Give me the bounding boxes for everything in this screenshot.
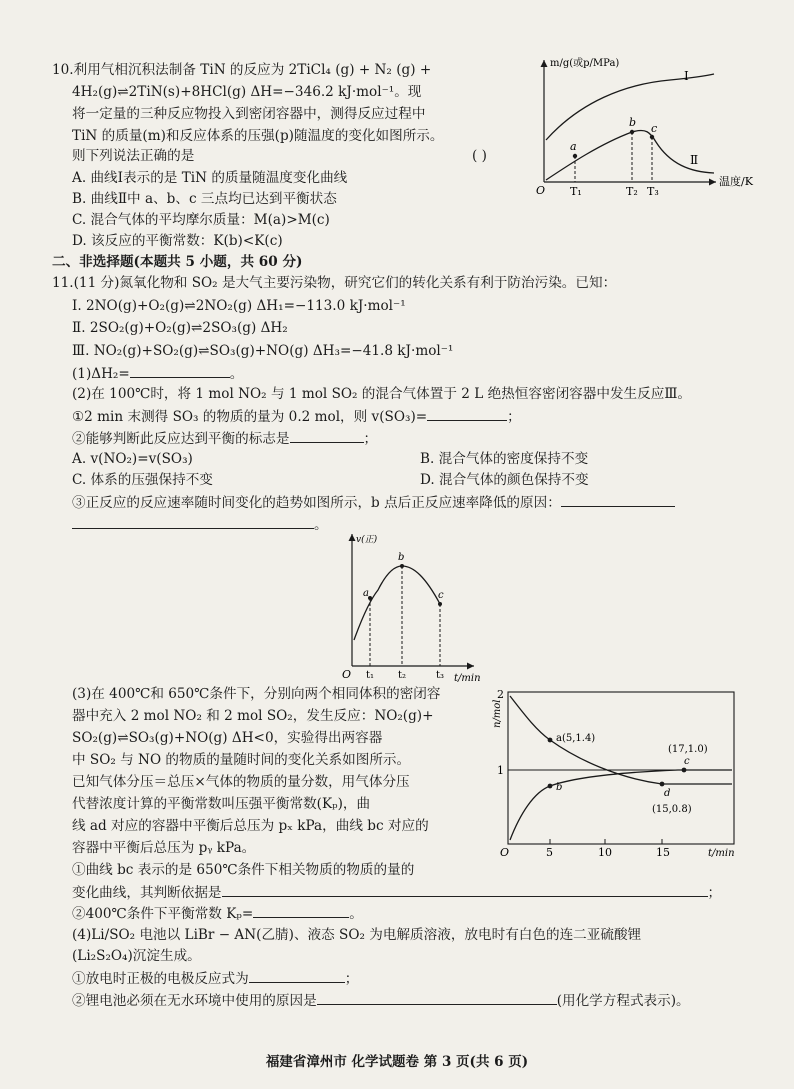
q11-rate-curve	[354, 566, 440, 640]
q11-amount-x5: 5	[546, 846, 553, 859]
q10-line4: TiN 的质量(m)和反应体系的压强(p)随温度的变化如图所示。	[72, 128, 444, 144]
q11-part3b-answer-blank[interactable]	[253, 903, 349, 918]
q11-part4a-text: ①放电时正极的电极反应式为	[72, 971, 249, 987]
q10-y-label: m/g(或p/MPa)	[550, 58, 620, 69]
q11-rate-point-c	[438, 602, 442, 606]
q11-rate-x-label: t/min	[454, 673, 481, 682]
q11-rate-label-b: b	[398, 552, 405, 563]
q11-part3b-text: ②400℃条件下平衡常数 Kₚ=	[72, 906, 254, 922]
q11-amount-label-d: d	[664, 788, 671, 799]
q11-part3-line6: 代替浓度计算的平衡常数叫压强平衡常数(Kₚ)，曲	[72, 796, 371, 812]
q11-amount-point-b	[548, 784, 553, 789]
q11-part4b-end: (用化学方程式表示)。	[556, 993, 690, 1009]
q11-part3b	[72, 903, 363, 924]
q10-option-b: B. 曲线Ⅱ中 a、b、c 三点均已达到平衡状态	[72, 191, 337, 207]
q11-part2c-end: 。	[314, 517, 328, 533]
q11-part2a-text: ①2 min 末测得 SO₃ 的物质的量为 0.2 mol，则 v(SO₃)=	[72, 409, 428, 425]
q11-part1-answer-blank[interactable]	[130, 363, 230, 378]
q11-part3a-line1: ①曲线 bc 表示的是 650℃条件下相关物质的物质的量的	[72, 862, 415, 878]
q10-line5: 则下列说法正确的是	[72, 148, 195, 164]
q11-amount-origin: O	[500, 846, 510, 859]
q11-part2b	[72, 428, 377, 449]
q11-part4a-end: ；	[344, 971, 359, 987]
q11-part3-line2: 器中充入 2 mol NO₂ 和 2 mol SO₂，发生反应：NO₂(g)+	[72, 708, 434, 724]
q11-amount-curve-bc	[510, 770, 732, 840]
q11-part3a-line2	[72, 882, 721, 903]
q11-part2b-option-d: D. 混合气体的颜色保持不变	[420, 472, 589, 488]
q11-amount-y2: 2	[497, 688, 504, 701]
q11-rate-tick-t3: t₃	[436, 670, 445, 681]
q10-label-b: b	[629, 116, 637, 129]
q10-tick-t3: T₃	[647, 185, 659, 198]
q11-part4b-answer-blank[interactable]	[317, 990, 557, 1005]
q11-amount-y-label: n/mol	[492, 699, 503, 728]
q11-part2c-answer-blank-1[interactable]	[561, 492, 675, 507]
q11-part2b-end: ；	[363, 431, 378, 447]
q11-part2b-text: ②能够判断此反应达到平衡的标志是	[72, 431, 290, 447]
q11-rate-label-c: c	[438, 590, 444, 601]
q11-part2c-text: ③正反应的反应速率随时间变化的趋势如图所示，b 点后正反应速率降低的原因：	[72, 495, 561, 511]
q11-part3a-text: 变化曲线，其判断依据是	[72, 885, 222, 901]
q11-part3-line1: (3)在 400℃和 650℃条件下，分别向两个相同体积的密闭容	[72, 686, 441, 702]
q11-part3-line3: SO₂(g)⇌SO₃(g)+NO(g) ΔH<0，实验得出两容器	[72, 730, 383, 746]
q10-line1: 10.利用气相沉积法制备 TiN 的反应为 2TiCl₄ (g) + N₂ (g) +	[52, 62, 432, 78]
q11-part2c-answer-blank-2[interactable]	[72, 514, 314, 529]
q11-part3-line8: 容器中平衡后总压为 pᵧ kPa。	[72, 840, 256, 856]
q11-amount-point-c	[682, 768, 687, 773]
q11-rate-tick-t1: t₁	[366, 670, 375, 681]
q11-amount-label-c: c	[684, 756, 690, 767]
q11-intro: 11.(11 分)氮氧化物和 SO₂ 是大气主要污染物，研究它们的转化关系有利于防治污染。已知：	[52, 275, 617, 291]
q10-point-b	[630, 130, 634, 134]
q10-label-a: a	[570, 140, 577, 153]
q11-amount-graph	[488, 684, 750, 860]
q10-point-c	[650, 135, 654, 139]
q11-part2b-option-b: B. 混合气体的密度保持不变	[420, 451, 589, 467]
q11-part2b-option-c: C. 体系的压强保持不变	[72, 472, 213, 488]
q11-rate-origin: O	[342, 668, 352, 681]
q10-point-a	[573, 154, 577, 158]
q11-part2a	[72, 406, 521, 427]
q11-part2a-answer-blank[interactable]	[427, 406, 507, 421]
q10-curve-2	[546, 130, 714, 180]
q10-label-c: c	[651, 122, 658, 135]
q11-part2b-answer-blank[interactable]	[290, 428, 364, 443]
q10-tick-t2: T₂	[626, 185, 638, 198]
q11-part4b	[72, 990, 690, 1011]
q10-option-a: A. 曲线Ⅰ表示的是 TiN 的质量随温度变化曲线	[72, 170, 348, 186]
q11-part2c-line2	[72, 514, 328, 535]
q11-part1-end: 。	[229, 366, 244, 382]
q10-curve-1	[546, 74, 714, 140]
q10-x-label: 温度/K	[719, 175, 753, 188]
q11-rate-point-b	[400, 564, 404, 568]
q11-amount-point-d	[660, 782, 665, 787]
q11-amount-x10: 10	[598, 846, 612, 859]
q11-amount-x-label: t/min	[708, 848, 735, 859]
q11-amount-y1: 1	[497, 764, 504, 777]
q10-option-c: C. 混合气体的平均摩尔质量：M(a)>M(c)	[72, 212, 330, 228]
q11-part2c	[72, 492, 675, 513]
q10-option-d: D. 该反应的平衡常数：K(b)<K(c)	[72, 233, 283, 249]
q11-reaction-2: Ⅱ. 2SO₂(g)+O₂(g)⇌2SO₃(g) ΔH₂	[72, 320, 288, 336]
q11-amount-x15: 15	[656, 846, 670, 859]
q11-part4b-text: ②锂电池必须在无水环境中使用的原因是	[72, 993, 317, 1009]
q11-part4a	[72, 968, 358, 989]
q11-amount-label-b: b	[556, 782, 563, 793]
q11-amount-point-a	[548, 738, 553, 743]
q11-reaction-1: Ⅰ. 2NO(g)+O₂(g)⇌2NO₂(g) ΔH₁=−113.0 kJ·mol⁻¹	[72, 298, 406, 314]
q11-part3-line4: 中 SO₂ 与 NO 的物质的量随时间的变化关系如图所示。	[72, 752, 411, 768]
q10-line3: 将一定量的三种反应物投入到密闭容器中，测得反应过程中	[72, 106, 426, 122]
q11-part3-line7: 线 ad 对应的容器中平衡后总压为 pₓ kPa，曲线 bc 对应的	[72, 818, 429, 834]
q11-part3b-end: 。	[349, 906, 363, 922]
page-footer: 福建省漳州市 化学试题卷 第 3 页(共 6 页)	[265, 1054, 529, 1070]
q11-part4-line1: (4)Li/SO₂ 电池以 LiBr − AN(乙腈)、液态 SO₂ 为电解质溶液，放电时有白色的连二亚硫酸锂	[72, 927, 642, 943]
q11-part2b-option-a: A. v(NO₂)=v(SO₃)	[72, 451, 193, 467]
q11-rate-graph	[330, 528, 500, 682]
q11-part2a-end: ；	[507, 409, 521, 425]
q10-line2: 4H₂(g)⇌2TiN(s)+8HCl(g) ΔH=−346.2 kJ·mol⁻¹。现	[72, 84, 422, 100]
section-2-heading: 二、非选择题(本题共 5 小题，共 60 分)	[52, 254, 303, 270]
q11-part4-line2: (Li₂S₂O₄)沉淀生成。	[72, 948, 201, 964]
q11-amount-curve-ad	[510, 696, 732, 784]
q10-tick-t1: T₁	[570, 185, 582, 198]
q11-part3-line5: 已知气体分压＝总压×气体的物质的量分数，用气体分压	[72, 774, 410, 790]
q11-rate-label-a: a	[363, 588, 369, 599]
q10-origin: O	[536, 184, 546, 197]
q11-part3a-end: ；	[707, 885, 722, 901]
q11-part4a-answer-blank[interactable]	[249, 968, 345, 983]
q11-part3a-answer-blank[interactable]	[222, 882, 708, 897]
q11-amount-frame	[508, 692, 734, 844]
q11-part1	[72, 363, 243, 384]
q10-curve-1-label: Ⅰ	[684, 69, 689, 83]
q11-part2: (2)在 100℃时，将 1 mol NO₂ 与 1 mol SO₂ 的混合气体置于 2 L 绝热恒容密闭容器中发生反应Ⅲ。	[72, 386, 692, 402]
q11-amount-label-a: a(5,1.4)	[556, 733, 596, 744]
q10-answer-paren: ( )	[472, 148, 487, 164]
q11-part1-text: (1)ΔH₂=	[72, 366, 130, 382]
q11-rate-tick-t2: t₂	[398, 670, 407, 681]
q11-reaction-3: Ⅲ. NO₂(g)+SO₂(g)⇌SO₃(g)+NO(g) ΔH₃=−41.8 kJ·mol⁻¹	[72, 343, 454, 359]
q10-graph	[530, 52, 762, 198]
q11-rate-y-label: v(正)	[356, 535, 378, 545]
q11-amount-label-c-coord: (17,1.0)	[668, 744, 708, 755]
q10-curve-2-label: Ⅱ	[690, 153, 699, 167]
q11-amount-label-d-coord: (15,0.8)	[652, 804, 692, 815]
